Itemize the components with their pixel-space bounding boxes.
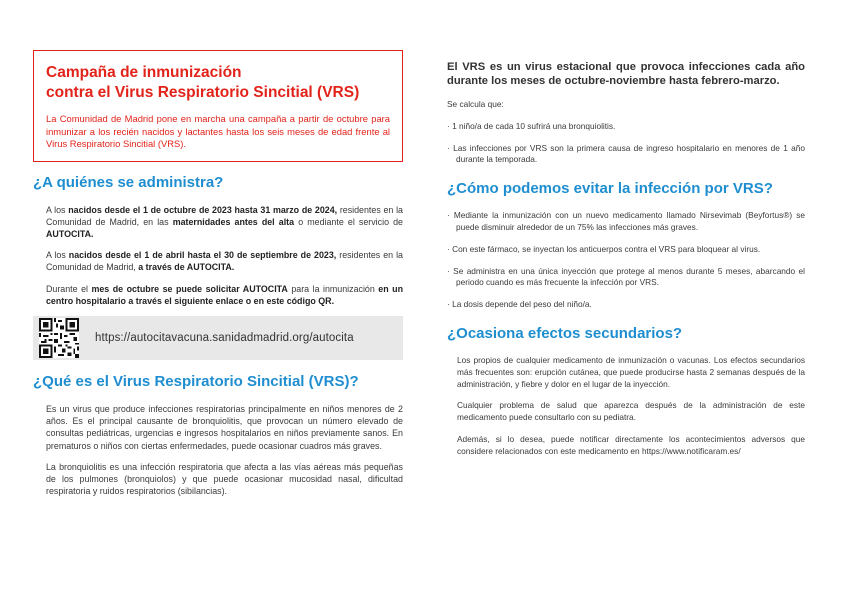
who-paragraph-3 bbox=[33, 283, 403, 307]
text-span: A los bbox=[46, 204, 69, 215]
what-paragraph-1: Es un virus que produce infecciones respiratorias principalmente en niños menores de 2 años. Es el principal causante de bronquiolitis, que provocan un número elevado de consultas pediátricas, urgencias e ingresos hospitalarios en niños previamente sanos. En prematuros o niños con ciertas enfermedades, puede ocasionar cuadros más graves. bbox=[46, 403, 403, 451]
bold-span: AUTOCITA. bbox=[46, 228, 94, 239]
effects-paragraph: Cualquier problema de salud que aparezca después de la administración de este medicamento puede consultarlo con su pediatra. bbox=[457, 400, 805, 423]
prevent-item: · Se administra en una única inyección que protege al menos durante 5 meses, abarcando el periodo cuando es más frecuente la infección por VRS. bbox=[447, 266, 805, 290]
effects-heading: ¿Ocasiona efectos secundarios? bbox=[447, 324, 683, 342]
text-span: residentes en la Comunidad de Madrid, bbox=[46, 250, 403, 273]
bold-span: maternidades antes del alta bbox=[172, 216, 295, 227]
campaign-title-line2: contra el Virus Respiratorio Sincitial (VRS) bbox=[46, 84, 360, 101]
text-span: Durante el bbox=[46, 283, 92, 294]
text-span: o mediante el servicio de bbox=[294, 216, 403, 227]
campaign-title-line1: Campaña de inmunización bbox=[46, 64, 242, 81]
campaign-title bbox=[46, 63, 390, 103]
qr-row bbox=[33, 316, 403, 360]
stat-item: · 1 niño/a de cada 10 sufrirá una bronquiolitis. bbox=[447, 121, 805, 133]
campaign-text: La Comunidad de Madrid pone en marcha una campaña a partir de octubre para inmunizar a los recién nacidos y lactantes hasta los seis meses de edad frente al Virus Respiratorio Sincitial (VRS). bbox=[46, 113, 390, 149]
prevent-item: · Mediante la inmunización con un nuevo medicamento llamado Nirsevimab (Beyfortus®) se puede disminuir alrededor de un 75% las infecciones más graves. bbox=[447, 210, 805, 234]
who-heading: ¿A quiénes se administra? bbox=[33, 173, 224, 191]
text-span: residentes en la Comunidad de Madrid, en las bbox=[46, 204, 403, 227]
campaign-box bbox=[33, 50, 403, 162]
bold-span: nacidos desde el 1 de octubre de 2023 hasta 31 marzo de 2024, bbox=[68, 204, 338, 215]
prevent-item: · Con este fármaco, se inyectan los anticuerpos contra el VRS para bloquear al virus. bbox=[447, 244, 805, 256]
bold-span: nacidos desde el 1 de abril hasta el 30 de septiembre de 2023, bbox=[68, 250, 337, 261]
qr-code-icon[interactable] bbox=[39, 318, 79, 358]
bold-span: en un centro hospitalario a través el siguiente enlace o en este código QR. bbox=[46, 283, 403, 306]
effects-block bbox=[447, 355, 805, 458]
stat-item: · Las infecciones por VRS son la primera causa de ingreso hospitalario en menores de 1 año durante la temporada. bbox=[447, 143, 805, 167]
calc-intro: Se calcula que: bbox=[447, 99, 504, 109]
effects-paragraph: Los propios de cualquier medicamento de inmunización o vacunas. Los efectos secundarios más frecuentes son: erupción cutánea, que puede producirse hasta 2 semanas después de la administración, y fiebre y dolor en el lugar de la inyección. bbox=[457, 354, 805, 389]
bold-span: a través de AUTOCITA. bbox=[138, 262, 235, 273]
what-paragraph-2: La bronquiolitis es una infección respiratoria que afecta a las vías aéreas más pequeñas de los pulmones (bronquiolos) y que puede ocasionar mucosidad nasal, dificultad respiratoria y ruidos respiratorios (sibilancias). bbox=[46, 461, 403, 497]
right-column bbox=[447, 60, 805, 468]
who-paragraph-2 bbox=[33, 249, 403, 273]
text-span: para la inmunización bbox=[287, 283, 379, 294]
prevent-item: · La dosis depende del peso del niño/a. bbox=[447, 299, 805, 311]
who-paragraph-1 bbox=[33, 204, 403, 241]
what-heading: ¿Qué es el Virus Respiratorio Sincitial (VRS)? bbox=[33, 372, 359, 390]
vrs-seasonal-lead: El VRS es un virus estacional que provoca infecciones cada año durante los meses de octubre-noviembre hasta febrero-marzo. bbox=[447, 61, 805, 87]
prevent-heading: ¿Cómo podemos evitar la infección por VRS? bbox=[447, 180, 773, 198]
left-column bbox=[33, 50, 403, 506]
bold-span: mes de octubre se puede solicitar AUTOCITA bbox=[91, 283, 288, 294]
effects-paragraph: Además, si lo desea, puede notificar directamente los acontecimientos adversos que considere relacionados con este medicamento en https://www.notificaram.es/ bbox=[457, 433, 805, 456]
text-span: A los bbox=[46, 250, 69, 261]
autocita-link[interactable]: https://autocitavacuna.sanidadmadrid.org/autocita bbox=[95, 331, 354, 344]
